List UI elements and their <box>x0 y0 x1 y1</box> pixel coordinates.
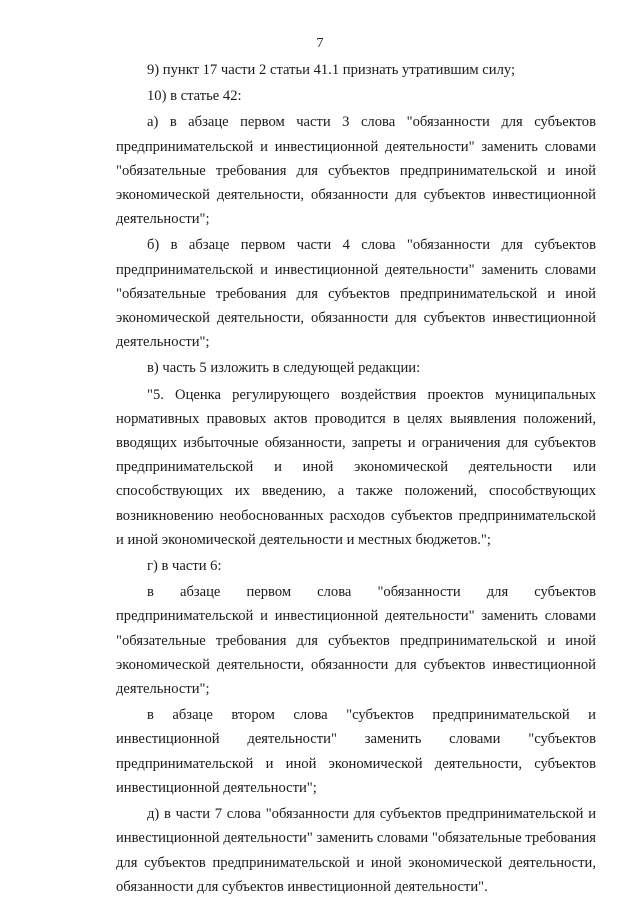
paragraph-subitem-b: б) в абзаце первом части 4 слова "обязанности для субъектов предпринимательской и инвестиционной деятельности" заменить словами "обязательные требования для субъектов предпринимательской и иной экономической деятельности, обязанности для субъектов инвестиционной деятельности"; <box>116 237 596 351</box>
paragraph-item-9: 9) пункт 17 части 2 статьи 41.1 признать утратившим силу; <box>147 62 516 78</box>
paragraph-g-first-abzac: в абзаце первом слова "обязанности для субъектов предпринимательской и инвестиционной деятельности" заменить словами "обязательные требования для субъектов предпринимательской и иной экономической деятельности, обязанности для субъектов инвестиционной деятельности"; <box>116 584 596 698</box>
page-number: 7 <box>316 36 324 51</box>
quoted-part-5: "5. Оценка регулирующего воздействия проектов муниципальных нормативных правовых актов проводится в целях выявления положений, вводящих избыточные обязанности, запреты и ограничения для субъектов предпринимательской и иной экономической деятельности или способствующих их введению, а также положений, способствующих возникновению необоснованных расходов субъектов предпринимательской и иной экономической деятельности и местных бюджетов."; <box>116 386 596 548</box>
paragraph-item-10: 10) в статье 42: <box>147 88 242 105</box>
paragraph-subitem-v: в) часть 5 изложить в следующей редакции: <box>147 360 421 377</box>
paragraph-subitem-g: г) в части 6: <box>147 558 222 575</box>
document-body <box>116 58 596 899</box>
paragraph-subitem-d: д) в части 7 слова "обязанности для субъектов предпринимательской и инвестиционной деятельности" заменить словами "обязательные требования для субъектов предпринимательской и иной экономической деятельности, обязанности для субъектов инвестиционной деятельности". <box>116 806 596 895</box>
paragraph-subitem-a: а) в абзаце первом части 3 слова "обязанности для субъектов предпринимательской и инвестиционной деятельности" заменить словами "обязательные требования для субъектов предпринимательской и иной экономической деятельности, обязанности для субъектов инвестиционной деятельности"; <box>116 114 596 228</box>
paragraph-g-second-abzac: в абзаце втором слова "субъектов предпринимательской и инвестиционной деятельности" заменить словами "субъектов предпринимательской и иной экономической деятельности, субъектов инвестиционной деятельности"; <box>116 707 596 796</box>
